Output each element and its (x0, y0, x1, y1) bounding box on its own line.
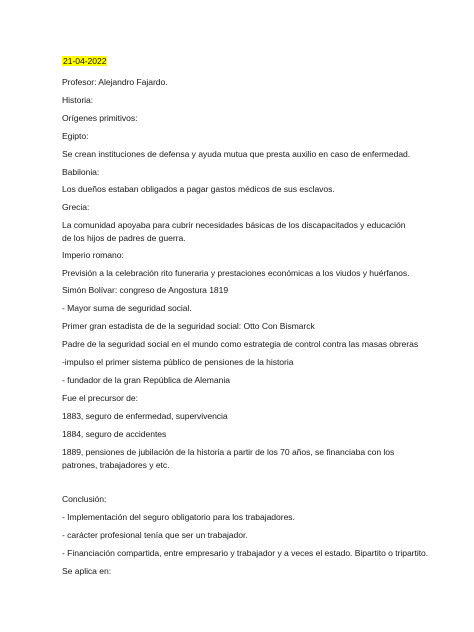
conclusion-item-3: - Financiación compartida, entre empresario y trabajador y a veces el estado. Bipartito o tripartito. (62, 548, 429, 558)
rome-heading: Imperio romano: (62, 250, 124, 260)
bismarck-pension-line: -impulso el primer sistema público de pensiones de la historia (62, 357, 294, 367)
egypt-heading: Egipto: (62, 131, 89, 141)
precursor-heading: Fue el precursor de: (62, 393, 138, 403)
history-heading: Historia: (62, 95, 94, 105)
babylon-text: Los dueños estaban obligados a pagar gastos médicos de sus esclavos. (62, 184, 335, 194)
origins-heading: Orígenes primitivos: (62, 113, 138, 123)
babylon-heading: Babilonia: (62, 167, 100, 177)
rome-text: Previsión a la celebración rito funeraria y prestaciones económicas a los viudos y huérfanos. (62, 268, 410, 278)
year-1884-line: 1884, seguro de accidentes (62, 429, 167, 439)
conclusion-item-2: - carácter profesional tenía que ser un trabajador. (62, 530, 248, 540)
date-line (62, 55, 422, 68)
greece-heading: Grecia: (62, 202, 90, 212)
bolivar-line: Simón Bolívar: congreso de Angostura 1819 (62, 285, 229, 295)
conclusion-heading: Conclusión: (62, 494, 107, 504)
applies-heading: Se aplica en: (62, 566, 112, 576)
egypt-text: Se crean instituciones de defensa y ayuda mutua que presta auxilio en caso de enfermedad. (62, 149, 411, 159)
bismarck-line: Primer gran estadista de de la seguridad social: Otto Con Bismarck (62, 321, 315, 331)
conclusion-item-1: - Implementación del seguro obligatorio para los trabajadores. (62, 512, 295, 522)
professor-line: Profesor: Alejandro Fajardo. (62, 77, 168, 87)
bismarck-founder-line: - fundador de la gran República de Alemania (62, 375, 230, 385)
bismarck-father-line: Padre de la seguridad social en el mundo como estrategia de control contra las masas obreras (62, 339, 419, 349)
highlighted-date: 21-04-2022 (63, 56, 107, 66)
year-1883-line: 1883, seguro de enfermedad, supervivencia (62, 411, 228, 421)
bolivar-bullet: - Mayor suma de seguridad social. (62, 303, 192, 313)
greece-text: La comunidad apoyaba para cubrir necesidades básicas de los discapacitados y educación de los hijos de padres de guerra. (62, 220, 406, 243)
year-1889-line: 1889, pensiones de jubilación de la historia a partir de los 70 años, se financiaba con los patrones, trabajadores y etc. (62, 447, 395, 470)
